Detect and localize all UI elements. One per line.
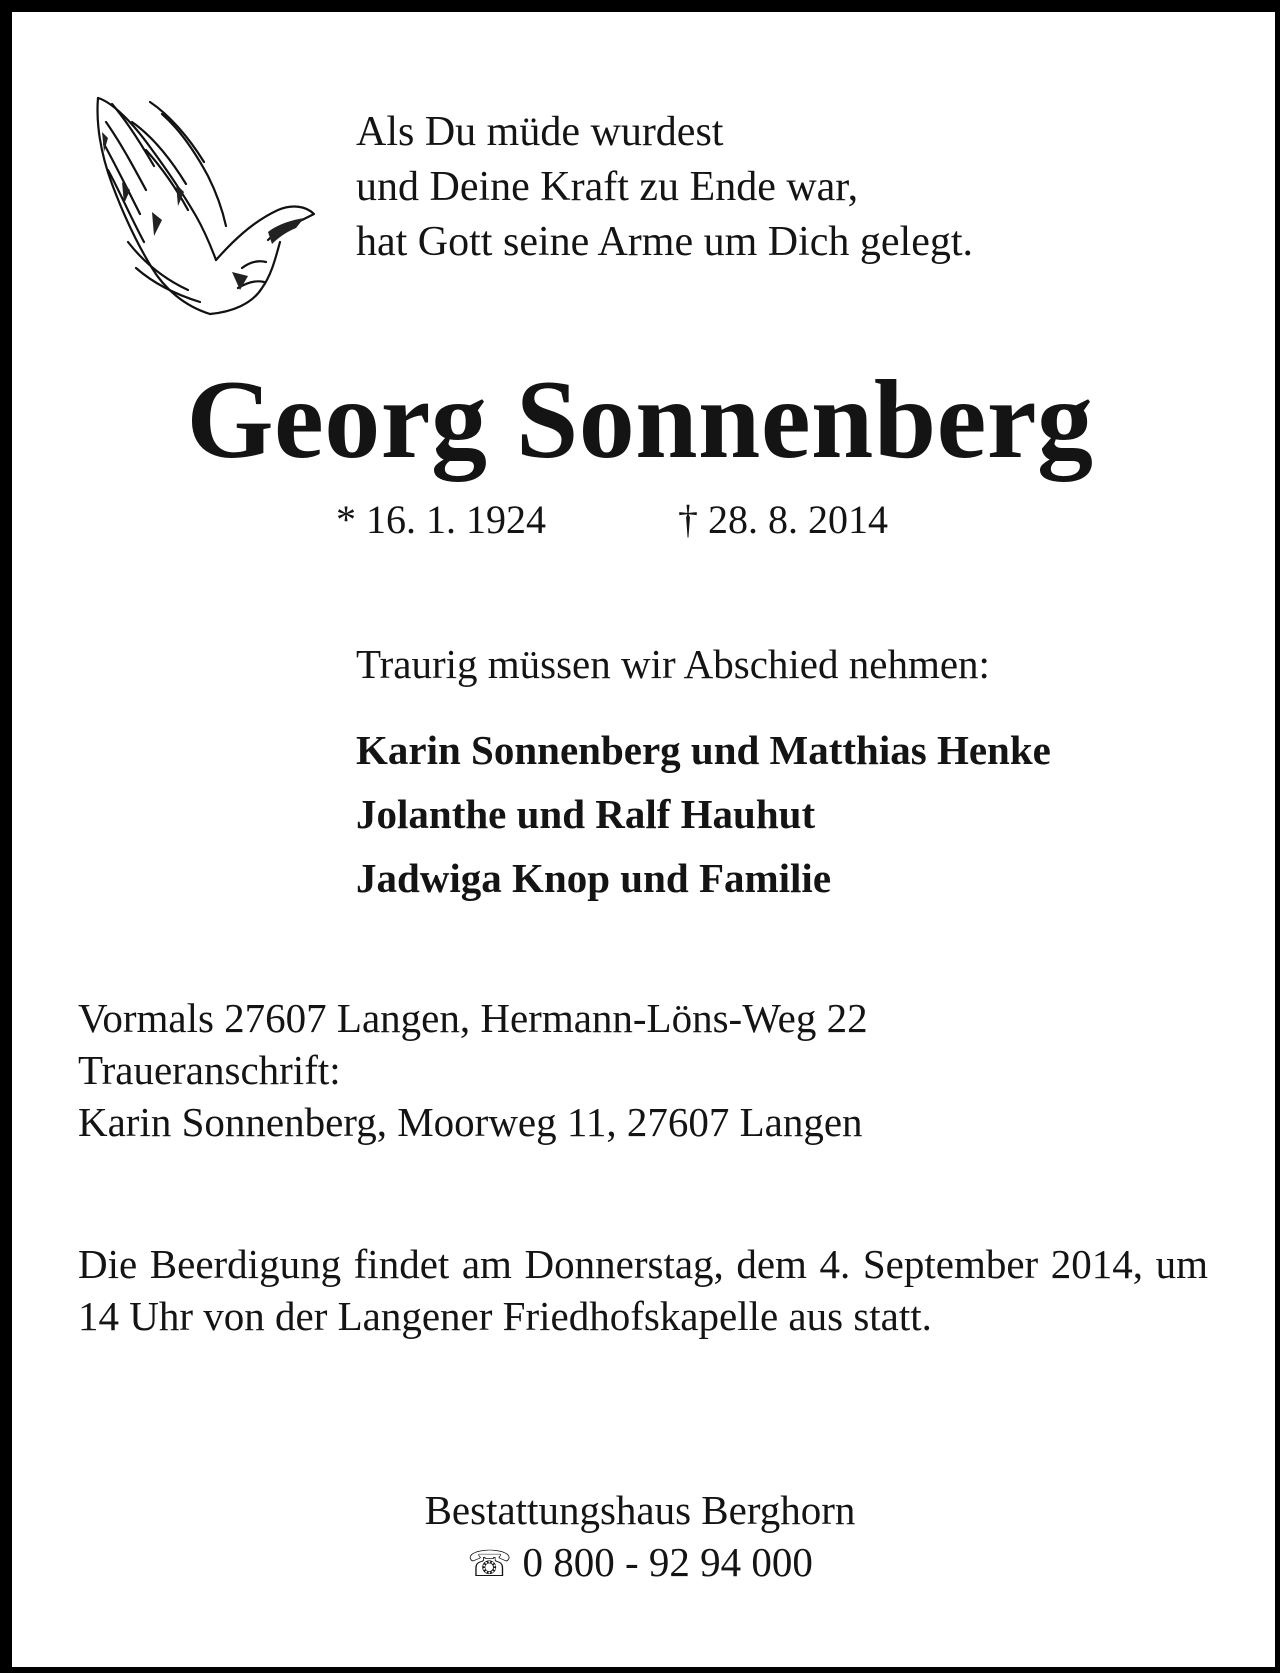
birth-date: * 16. 1. 1924 xyxy=(336,497,546,542)
undertaker-block xyxy=(0,1484,1280,1591)
undertaker-phone-line xyxy=(0,1536,1280,1591)
poem-line: und Deine Kraft zu Ende war, xyxy=(356,164,859,210)
address-label: Traueranschrift: xyxy=(78,1047,341,1093)
telephone-icon: ☏ xyxy=(467,1544,513,1585)
praying-hands-icon xyxy=(92,92,332,322)
funeral-notice: Die Beerdigung findet am Donnerstag, dem 4. September 2014, um 14 Uhr von der Langener Friedhofskapelle aus statt. xyxy=(78,1241,1208,1339)
mourning-intro: Traurig müssen wir Abschied nehmen: xyxy=(356,641,990,687)
poem xyxy=(356,105,973,270)
family-member: Jadwiga Knop und Familie xyxy=(356,855,832,901)
poem-line: hat Gott seine Arme um Dich gelegt. xyxy=(356,219,974,265)
deceased-name: Georg Sonnenberg xyxy=(186,358,1094,482)
family-member: Karin Sonnenberg und Matthias Henke xyxy=(356,727,1051,773)
former-address: Vormals 27607 Langen, Hermann-Löns-Weg 22 xyxy=(78,995,868,1041)
family-list xyxy=(356,718,1051,910)
undertaker-phone: 0 800 - 92 94 000 xyxy=(522,1539,813,1585)
death-date: † 28. 8. 2014 xyxy=(678,497,888,542)
family-member: Jolanthe und Ralf Hauhut xyxy=(356,791,816,837)
undertaker-name: Bestattungshaus Berghorn xyxy=(424,1487,856,1533)
address-block xyxy=(78,992,868,1148)
mourning-address: Karin Sonnenberg, Moorweg 11, 27607 Langen xyxy=(78,1099,863,1145)
poem-line: Als Du müde wurdest xyxy=(356,109,724,155)
